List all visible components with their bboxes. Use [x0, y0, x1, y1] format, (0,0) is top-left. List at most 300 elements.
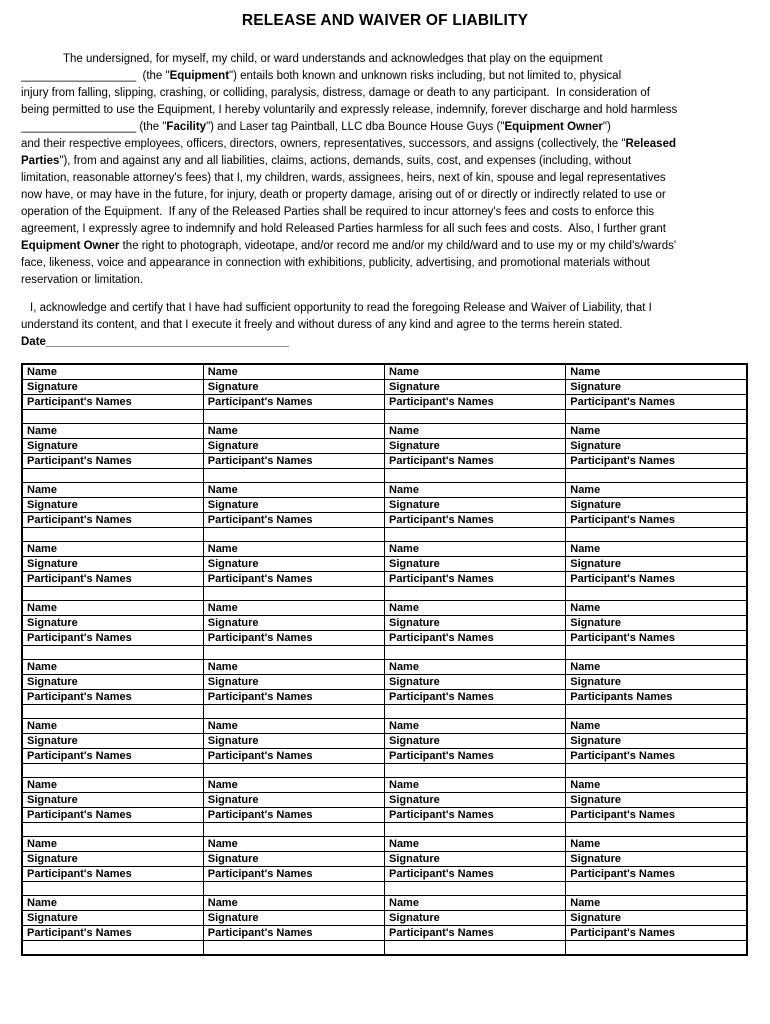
table-cell[interactable]: [385, 454, 566, 469]
cell-label: Name: [207, 484, 238, 496]
spacer-cell: [566, 528, 747, 542]
cell-label: Participant's Names: [570, 868, 675, 880]
table-cell[interactable]: [22, 793, 203, 808]
table-cell[interactable]: [22, 852, 203, 867]
table-cell[interactable]: [385, 793, 566, 808]
table-row: [22, 734, 747, 749]
cell-label: Participant's Names: [389, 632, 494, 644]
table-cell[interactable]: [22, 719, 203, 734]
cell-label: Name: [570, 543, 601, 555]
table-cell[interactable]: [22, 734, 203, 749]
cell-label: Signature: [389, 617, 440, 629]
cell-label: Signature: [389, 794, 440, 806]
cell-label: Participant's Names: [570, 396, 675, 408]
table-cell[interactable]: [22, 483, 203, 498]
table-cell[interactable]: [566, 749, 747, 764]
cell-label: Signature: [27, 381, 78, 393]
cell-label: Signature: [207, 558, 259, 570]
spacer-cell: [22, 705, 203, 719]
table-cell[interactable]: [22, 364, 203, 380]
cell-label: Name: [570, 602, 601, 614]
cell-label: Participant's Names: [27, 868, 132, 880]
table-cell[interactable]: [22, 542, 203, 557]
cell-label: Signature: [570, 558, 621, 570]
cell-label: Participant's Names: [570, 927, 675, 939]
table-row: [22, 719, 747, 734]
table-cell[interactable]: [385, 660, 566, 675]
table-row: [22, 601, 747, 616]
spacer-cell: [566, 587, 747, 601]
spacer-cell: [385, 646, 566, 660]
table-cell[interactable]: [566, 439, 747, 454]
spacer-row: [22, 705, 747, 719]
acknowledgement-paragraph: [21, 300, 749, 334]
cell-label: Signature: [27, 676, 78, 688]
table-row: [22, 557, 747, 572]
cell-label: Signature: [207, 735, 259, 747]
table-cell[interactable]: [22, 454, 203, 469]
table-cell[interactable]: [566, 675, 747, 690]
table-row: [22, 439, 747, 454]
date-field[interactable]: Date______________________________________: [21, 336, 289, 348]
table-cell[interactable]: [566, 557, 747, 572]
cell-label: Signature: [207, 676, 259, 688]
table-cell[interactable]: [203, 793, 384, 808]
spacer-cell: [385, 882, 566, 896]
cell-label: Signature: [207, 499, 259, 511]
table-cell[interactable]: [566, 837, 747, 852]
table-cell[interactable]: [566, 734, 747, 749]
table-cell[interactable]: [385, 690, 566, 705]
table-cell[interactable]: [22, 572, 203, 587]
cell-label: Name: [207, 366, 238, 378]
spacer-cell: [203, 646, 384, 660]
table-cell[interactable]: [203, 483, 384, 498]
table-row: [22, 424, 747, 439]
cell-label: Name: [570, 897, 601, 909]
spacer-cell: [385, 705, 566, 719]
cell-label: Signature: [570, 735, 621, 747]
table-row: [22, 542, 747, 557]
spacer-row: [22, 469, 747, 483]
spacer-cell: [385, 410, 566, 424]
table-cell[interactable]: [203, 896, 384, 911]
table-cell[interactable]: [566, 454, 747, 469]
table-row: [22, 793, 747, 808]
table-cell[interactable]: [566, 513, 747, 528]
cell-label: Signature: [27, 617, 78, 629]
cell-label: Name: [207, 425, 238, 437]
cell-label: Name: [570, 661, 601, 673]
table-cell[interactable]: [566, 793, 747, 808]
table-cell[interactable]: [203, 439, 384, 454]
cell-label: Participant's Names: [570, 750, 675, 762]
cell-label: Name: [207, 602, 238, 614]
cell-label: Name: [27, 484, 57, 496]
table-cell[interactable]: [22, 926, 203, 941]
table-cell[interactable]: [385, 380, 566, 395]
cell-label: Signature: [389, 499, 440, 511]
table-cell[interactable]: [566, 852, 747, 867]
cell-label: Name: [27, 602, 57, 614]
table-cell[interactable]: [203, 749, 384, 764]
cell-label: Participants Names: [570, 691, 673, 703]
table-cell[interactable]: [203, 867, 384, 882]
liability-paragraph: [21, 51, 749, 289]
spacer-row: [22, 646, 747, 660]
table-row: [22, 380, 747, 395]
table-row: [22, 911, 747, 926]
table-cell[interactable]: [566, 896, 747, 911]
table-cell[interactable]: [203, 364, 384, 380]
cell-label: Participant's Names: [207, 691, 313, 703]
spacer-cell: [22, 823, 203, 837]
spacer-cell: [385, 528, 566, 542]
table-cell[interactable]: [385, 837, 566, 852]
table-row: [22, 364, 747, 380]
spacer-row: [22, 410, 747, 424]
cell-label: Signature: [389, 912, 440, 924]
table-cell[interactable]: [566, 808, 747, 823]
cell-label: Name: [207, 838, 238, 850]
cell-label: Participant's Names: [207, 868, 313, 880]
table-cell[interactable]: [385, 395, 566, 410]
table-cell[interactable]: [22, 660, 203, 675]
cell-label: Name: [27, 425, 57, 437]
paragraph-line: operation of the Equipment. If any of the Released Parties shall be required to incur attorney's fees and costs to enforce this: [21, 206, 655, 218]
table-cell[interactable]: [22, 616, 203, 631]
cell-label: Participant's Names: [389, 750, 494, 762]
table-cell[interactable]: [385, 719, 566, 734]
cell-label: Name: [389, 425, 419, 437]
paragraph-line: understand its content, and that I execute it freely and without duress of any kind and agree to the terms herein stated.: [21, 319, 623, 331]
table-cell[interactable]: [566, 911, 747, 926]
cell-label: Participant's Names: [207, 455, 313, 467]
cell-label: Signature: [570, 676, 621, 688]
cell-label: Name: [27, 543, 57, 555]
table-cell[interactable]: [385, 926, 566, 941]
cell-label: Signature: [27, 558, 78, 570]
spacer-cell: [22, 587, 203, 601]
signature-table: [21, 363, 748, 956]
table-cell[interactable]: [566, 364, 747, 380]
table-cell[interactable]: [385, 734, 566, 749]
spacer-cell: [203, 469, 384, 483]
table-cell[interactable]: [385, 601, 566, 616]
table-row: [22, 867, 747, 882]
cell-label: Name: [570, 779, 601, 791]
table-cell[interactable]: [203, 572, 384, 587]
table-cell[interactable]: [566, 926, 747, 941]
spacer-cell: [566, 941, 747, 956]
table-row: [22, 675, 747, 690]
table-cell[interactable]: [566, 778, 747, 793]
table-cell[interactable]: [385, 616, 566, 631]
cell-label: Signature: [207, 912, 259, 924]
cell-label: Signature: [570, 794, 621, 806]
table-cell[interactable]: [22, 439, 203, 454]
table-row: [22, 483, 747, 498]
table-cell[interactable]: [203, 837, 384, 852]
table-cell[interactable]: [385, 513, 566, 528]
table-row: [22, 852, 747, 867]
cell-label: Participant's Names: [389, 868, 494, 880]
spacer-cell: [203, 410, 384, 424]
spacer-cell: [566, 823, 747, 837]
table-cell[interactable]: [203, 926, 384, 941]
table-cell[interactable]: [385, 542, 566, 557]
spacer-cell: [22, 764, 203, 778]
paragraph-line: __________________ (the "Equipment") entails both known and unknown risks including, but not limited to, physical: [21, 70, 622, 82]
cell-label: Name: [27, 720, 57, 732]
table-row: [22, 690, 747, 705]
table-cell[interactable]: [385, 896, 566, 911]
cell-label: Participant's Names: [389, 927, 494, 939]
table-cell[interactable]: [22, 749, 203, 764]
paragraph-line: I, acknowledge and certify that I have had sufficient opportunity to read the foregoing Release and Waiver of Liability, that I: [30, 302, 652, 314]
spacer-cell: [385, 823, 566, 837]
spacer-cell: [203, 705, 384, 719]
cell-label: Participant's Names: [570, 809, 675, 821]
spacer-row: [22, 882, 747, 896]
table-cell[interactable]: [566, 424, 747, 439]
spacer-row: [22, 941, 747, 956]
spacer-row: [22, 823, 747, 837]
document-title: RELEASE AND WAIVER OF LIABILITY: [241, 12, 529, 29]
table-cell[interactable]: [203, 454, 384, 469]
cell-label: Participant's Names: [27, 573, 132, 585]
cell-label: Signature: [570, 617, 621, 629]
table-cell[interactable]: [385, 675, 566, 690]
cell-label: Signature: [27, 499, 78, 511]
table-cell[interactable]: [385, 572, 566, 587]
table-cell[interactable]: [203, 557, 384, 572]
cell-label: Signature: [570, 912, 621, 924]
cell-label: Name: [207, 779, 238, 791]
cell-label: Name: [570, 484, 601, 496]
spacer-cell: [566, 469, 747, 483]
spacer-cell: [203, 587, 384, 601]
table-cell[interactable]: [566, 483, 747, 498]
table-cell[interactable]: [203, 660, 384, 675]
table-row: [22, 572, 747, 587]
cell-label: Name: [207, 720, 238, 732]
table-cell[interactable]: [385, 867, 566, 882]
table-cell[interactable]: [203, 380, 384, 395]
spacer-cell: [22, 882, 203, 896]
table-cell[interactable]: [203, 808, 384, 823]
cell-label: Participant's Names: [27, 632, 132, 644]
spacer-row: [22, 528, 747, 542]
table-cell[interactable]: [22, 837, 203, 852]
table-cell[interactable]: [385, 557, 566, 572]
table-cell[interactable]: [566, 690, 747, 705]
cell-label: Name: [389, 366, 419, 378]
cell-label: Participant's Names: [207, 750, 313, 762]
table-row: [22, 926, 747, 941]
table-cell[interactable]: [22, 896, 203, 911]
table-cell[interactable]: [566, 719, 747, 734]
table-cell[interactable]: [566, 572, 747, 587]
signature-table-body: [22, 364, 747, 955]
table-cell[interactable]: [203, 395, 384, 410]
spacer-cell: [203, 882, 384, 896]
table-cell[interactable]: [566, 395, 747, 410]
spacer-cell: [385, 764, 566, 778]
table-cell[interactable]: [203, 778, 384, 793]
table-cell[interactable]: [385, 439, 566, 454]
table-row: [22, 808, 747, 823]
table-cell[interactable]: [385, 498, 566, 513]
paragraph-line: reservation or limitation.: [21, 274, 144, 286]
paragraph-line: limitation, reasonable attorney's fees) that I, my children, wards, assignees, heirs, next of kin, spouse and legal representatives: [21, 172, 666, 184]
table-cell[interactable]: [203, 719, 384, 734]
table-cell[interactable]: [566, 660, 747, 675]
spacer-cell: [22, 941, 203, 956]
table-row: [22, 631, 747, 646]
cell-label: Name: [570, 838, 601, 850]
cell-label: Participant's Names: [207, 573, 313, 585]
cell-label: Participant's Names: [389, 691, 494, 703]
cell-label: Participant's Names: [389, 809, 494, 821]
table-cell[interactable]: [22, 778, 203, 793]
table-cell[interactable]: [22, 424, 203, 439]
table-cell[interactable]: [22, 513, 203, 528]
table-cell[interactable]: [566, 542, 747, 557]
spacer-cell: [22, 528, 203, 542]
table-cell[interactable]: [385, 911, 566, 926]
table-cell[interactable]: [203, 690, 384, 705]
cell-label: Signature: [389, 558, 440, 570]
table-cell[interactable]: [385, 631, 566, 646]
table-cell[interactable]: [385, 778, 566, 793]
table-cell[interactable]: [203, 601, 384, 616]
table-cell[interactable]: [22, 395, 203, 410]
table-cell[interactable]: [22, 601, 203, 616]
cell-label: Name: [207, 897, 238, 909]
table-row: [22, 749, 747, 764]
table-cell[interactable]: [203, 513, 384, 528]
cell-label: Signature: [27, 853, 78, 865]
table-cell[interactable]: [22, 380, 203, 395]
table-cell[interactable]: [566, 631, 747, 646]
cell-label: Signature: [207, 794, 259, 806]
cell-label: Participant's Names: [389, 396, 494, 408]
table-row: [22, 454, 747, 469]
cell-label: Signature: [207, 381, 259, 393]
table-cell[interactable]: [22, 631, 203, 646]
table-cell[interactable]: [22, 867, 203, 882]
cell-label: Signature: [389, 440, 440, 452]
table-cell[interactable]: [385, 808, 566, 823]
spacer-cell: [566, 410, 747, 424]
table-cell[interactable]: [22, 690, 203, 705]
cell-label: Participant's Names: [27, 396, 132, 408]
table-row: [22, 660, 747, 675]
cell-label: Name: [27, 779, 57, 791]
table-row: [22, 837, 747, 852]
table-row: [22, 778, 747, 793]
spacer-cell: [566, 705, 747, 719]
spacer-row: [22, 587, 747, 601]
cell-label: Name: [570, 366, 601, 378]
table-cell[interactable]: [203, 498, 384, 513]
spacer-cell: [203, 528, 384, 542]
table-cell[interactable]: [385, 749, 566, 764]
paragraph-line: agreement, I expressly agree to indemnify and hold Released Parties harmless for all such fees and costs. Also, I further grant: [21, 223, 666, 235]
table-cell[interactable]: [22, 675, 203, 690]
cell-label: Signature: [27, 735, 78, 747]
cell-label: Participant's Names: [389, 455, 494, 467]
cell-label: Name: [27, 838, 57, 850]
table-cell[interactable]: [385, 424, 566, 439]
table-cell[interactable]: [203, 675, 384, 690]
cell-label: Signature: [207, 440, 259, 452]
table-cell[interactable]: [203, 911, 384, 926]
cell-label: Signature: [207, 617, 259, 629]
table-cell[interactable]: [566, 380, 747, 395]
spacer-cell: [22, 410, 203, 424]
table-cell[interactable]: [203, 616, 384, 631]
table-row: [22, 395, 747, 410]
cell-label: Signature: [389, 735, 440, 747]
cell-label: Name: [570, 425, 601, 437]
cell-label: Name: [389, 602, 419, 614]
paragraph-line: injury from falling, slipping, crashing, or colliding, paralysis, distress, damage or death to any participant. In consideration of: [21, 87, 650, 99]
paragraph-line: now have, or may have in the future, for injury, death or property damage, arising out of or directly or indirectly related to use or: [21, 189, 666, 201]
table-cell[interactable]: [22, 557, 203, 572]
cell-label: Participant's Names: [570, 632, 675, 644]
cell-label: Signature: [570, 499, 621, 511]
spacer-cell: [566, 882, 747, 896]
spacer-cell: [203, 823, 384, 837]
cell-label: Name: [389, 897, 419, 909]
spacer-cell: [22, 646, 203, 660]
table-cell[interactable]: [385, 364, 566, 380]
table-cell[interactable]: [566, 498, 747, 513]
table-cell[interactable]: [203, 852, 384, 867]
table-cell[interactable]: [203, 734, 384, 749]
cell-label: Participant's Names: [207, 632, 313, 644]
spacer-cell: [566, 646, 747, 660]
table-cell[interactable]: [203, 542, 384, 557]
table-cell[interactable]: [385, 852, 566, 867]
cell-label: Participant's Names: [27, 750, 132, 762]
table-cell[interactable]: [22, 808, 203, 823]
cell-label: Name: [27, 661, 57, 673]
cell-label: Signature: [27, 912, 78, 924]
table-cell[interactable]: [22, 498, 203, 513]
cell-label: Signature: [389, 381, 440, 393]
cell-label: Participant's Names: [27, 809, 132, 821]
table-cell[interactable]: [566, 616, 747, 631]
cell-label: Name: [389, 484, 419, 496]
table-cell[interactable]: [566, 867, 747, 882]
spacer-cell: [385, 587, 566, 601]
paragraph-line: face, likeness, voice and appearance in connection with exhibitions, publicity, advertising, and promotional materials without: [21, 257, 650, 269]
paragraph-line: The undersigned, for myself, my child, or ward understands and acknowledges that play on the equipment: [63, 53, 603, 65]
table-cell[interactable]: [385, 483, 566, 498]
cell-label: Signature: [570, 853, 621, 865]
table-row: [22, 616, 747, 631]
table-cell[interactable]: [203, 424, 384, 439]
table-cell[interactable]: [203, 631, 384, 646]
table-cell[interactable]: [22, 911, 203, 926]
cell-label: Signature: [27, 440, 78, 452]
paragraph-line: and their respective employees, officers, directors, owners, representatives, successors, and assigns (collectively, the "Released: [21, 138, 676, 150]
table-cell[interactable]: [566, 601, 747, 616]
cell-label: Participant's Names: [207, 809, 313, 821]
